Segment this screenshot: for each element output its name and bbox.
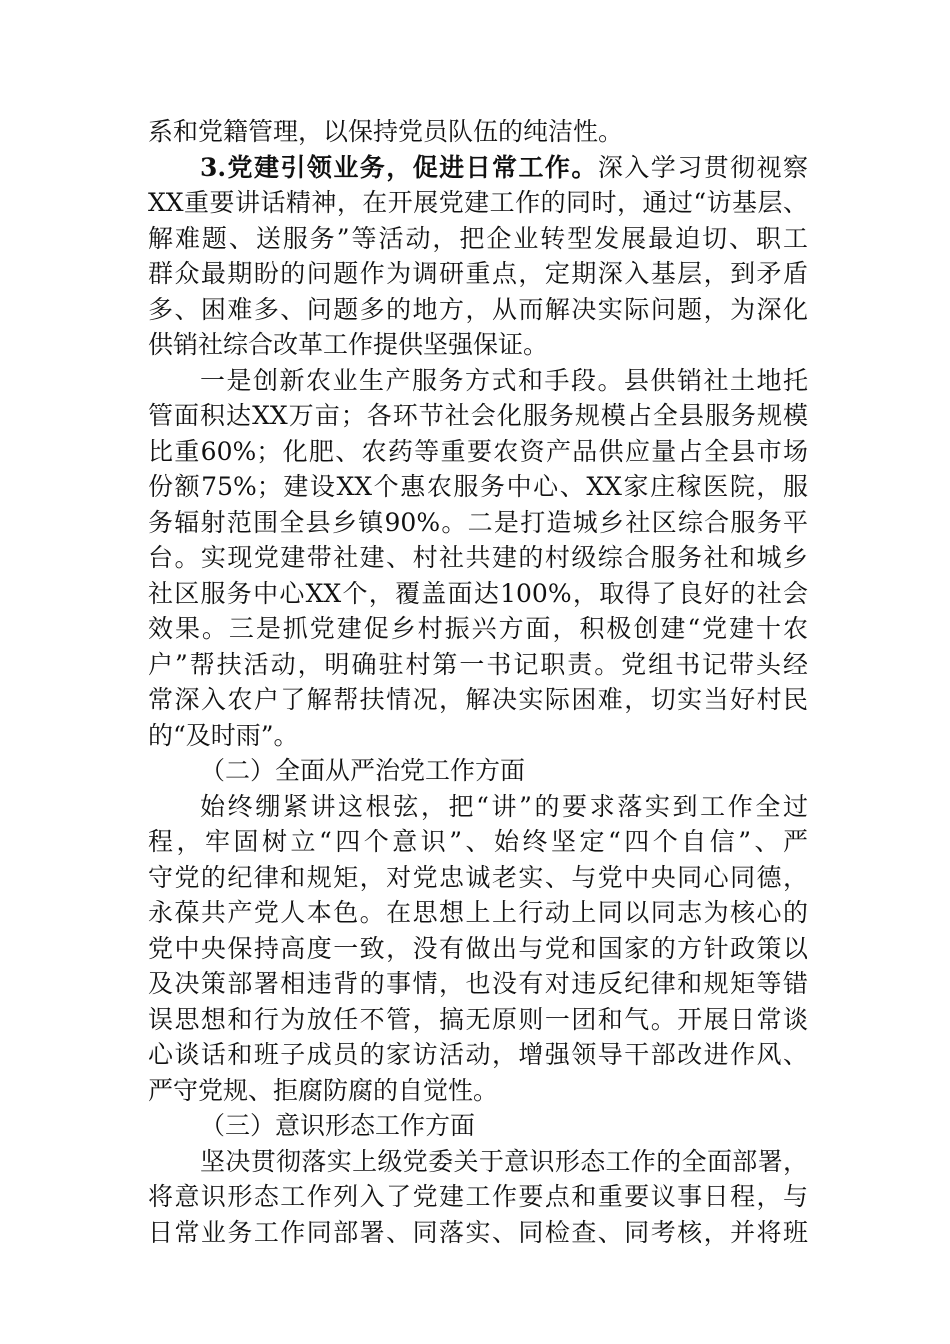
paragraph-line: 守党的纪律和规矩，对党忠诚老实、与党中央同心同德，	[148, 862, 808, 892]
paragraph-line: 多、困难多、问题多的地方，从而解决实际问题，为深化	[148, 294, 808, 324]
paragraph-line: 将意识形态工作列入了党建工作要点和重要议事日程，与	[148, 1182, 808, 1211]
paragraph-line: 台。实现党建带社建、村社共建的村级综合服务社和城乡	[148, 543, 808, 572]
bold-heading-text: 3.党建引领业务，促进日常工作。	[200, 152, 598, 182]
paragraph-line: 党中央保持高度一致，没有做出与党和国家的方针政策以	[148, 933, 808, 963]
paragraph-line: 永葆共产党人本色。在思想上上行动上同以同志为核心的	[148, 898, 808, 927]
paragraph-line: 户”帮扶活动，明确驻村第一书记职责。党组书记带头经	[148, 649, 808, 679]
paragraph-line: 严守党规、拒腐防腐的自觉性。	[148, 1075, 499, 1105]
paragraph-line: 系和党籍管理，以保持党员队伍的纯洁性。	[148, 117, 624, 146]
paragraph-line: 心谈话和班子成员的家访活动，增强领导干部改进作风、	[148, 1040, 808, 1069]
paragraph-line: 常深入农户了解帮扶情况，解决实际困难，切实当好村民	[148, 685, 808, 714]
paragraph-line: 社区服务中心XX个，覆盖面达100%，取得了良好的社会	[148, 578, 808, 608]
document-body	[148, 114, 808, 1250]
paragraph-line: 群众最期盼的问题作为调研重点，定期深入基层，到矛盾	[148, 259, 808, 288]
paragraph-line: 坚决贯彻落实上级党委关于意识形态工作的全面部署，	[200, 1146, 808, 1176]
section-heading: （二）全面从严治党工作方面	[200, 756, 526, 785]
paragraph-line: XX重要讲话精神，在开展党建工作的同时，通过“访基层、	[148, 188, 808, 217]
paragraph-line: 始终绷紧讲这根弦，把“讲”的要求落实到工作全过	[200, 791, 808, 821]
paragraph-line: 一是创新农业生产服务方式和手段。县供销社土地托	[200, 365, 808, 395]
paragraph-line: 效果。三是抓党建促乡村振兴方面，积极创建“党建十农	[148, 614, 808, 643]
paragraph-line: 日常业务工作同部署、同落实、同检查、同考核，并将班	[148, 1217, 808, 1247]
paragraph-text: 深入学习贯彻视察	[597, 152, 808, 182]
paragraph-line: 的“及时雨”。	[148, 720, 299, 750]
paragraph-line: 程，牢固树立“四个意识”、始终坚定“四个自信”、严	[148, 827, 808, 856]
paragraph-line: 份额75%；建设XX个惠农服务中心、XX家庄稼医院，服	[148, 472, 808, 501]
paragraph-line: 管面积达XX万亩；各环节社会化服务规模占全县服务规模	[148, 401, 808, 430]
paragraph-line: 比重60%；化肥、农药等重要农资产品供应量占全县市场	[148, 436, 808, 466]
paragraph-line	[148, 150, 808, 186]
section-heading: （三）意识形态工作方面	[200, 1111, 476, 1140]
paragraph-line: 及决策部署相违背的事情，也没有对违反纪律和规矩等错	[148, 969, 808, 998]
paragraph-line: 误思想和行为放任不管，搞无原则一团和气。开展日常谈	[148, 1004, 808, 1034]
paragraph-line: 务辐射范围全县乡镇90%。二是打造城乡社区综合服务平	[148, 507, 808, 537]
paragraph-line: 供销社综合改革工作提供坚强保证。	[148, 330, 549, 359]
paragraph-line: 解难题、送服务”等活动，把企业转型发展最迫切、职工	[148, 223, 808, 253]
